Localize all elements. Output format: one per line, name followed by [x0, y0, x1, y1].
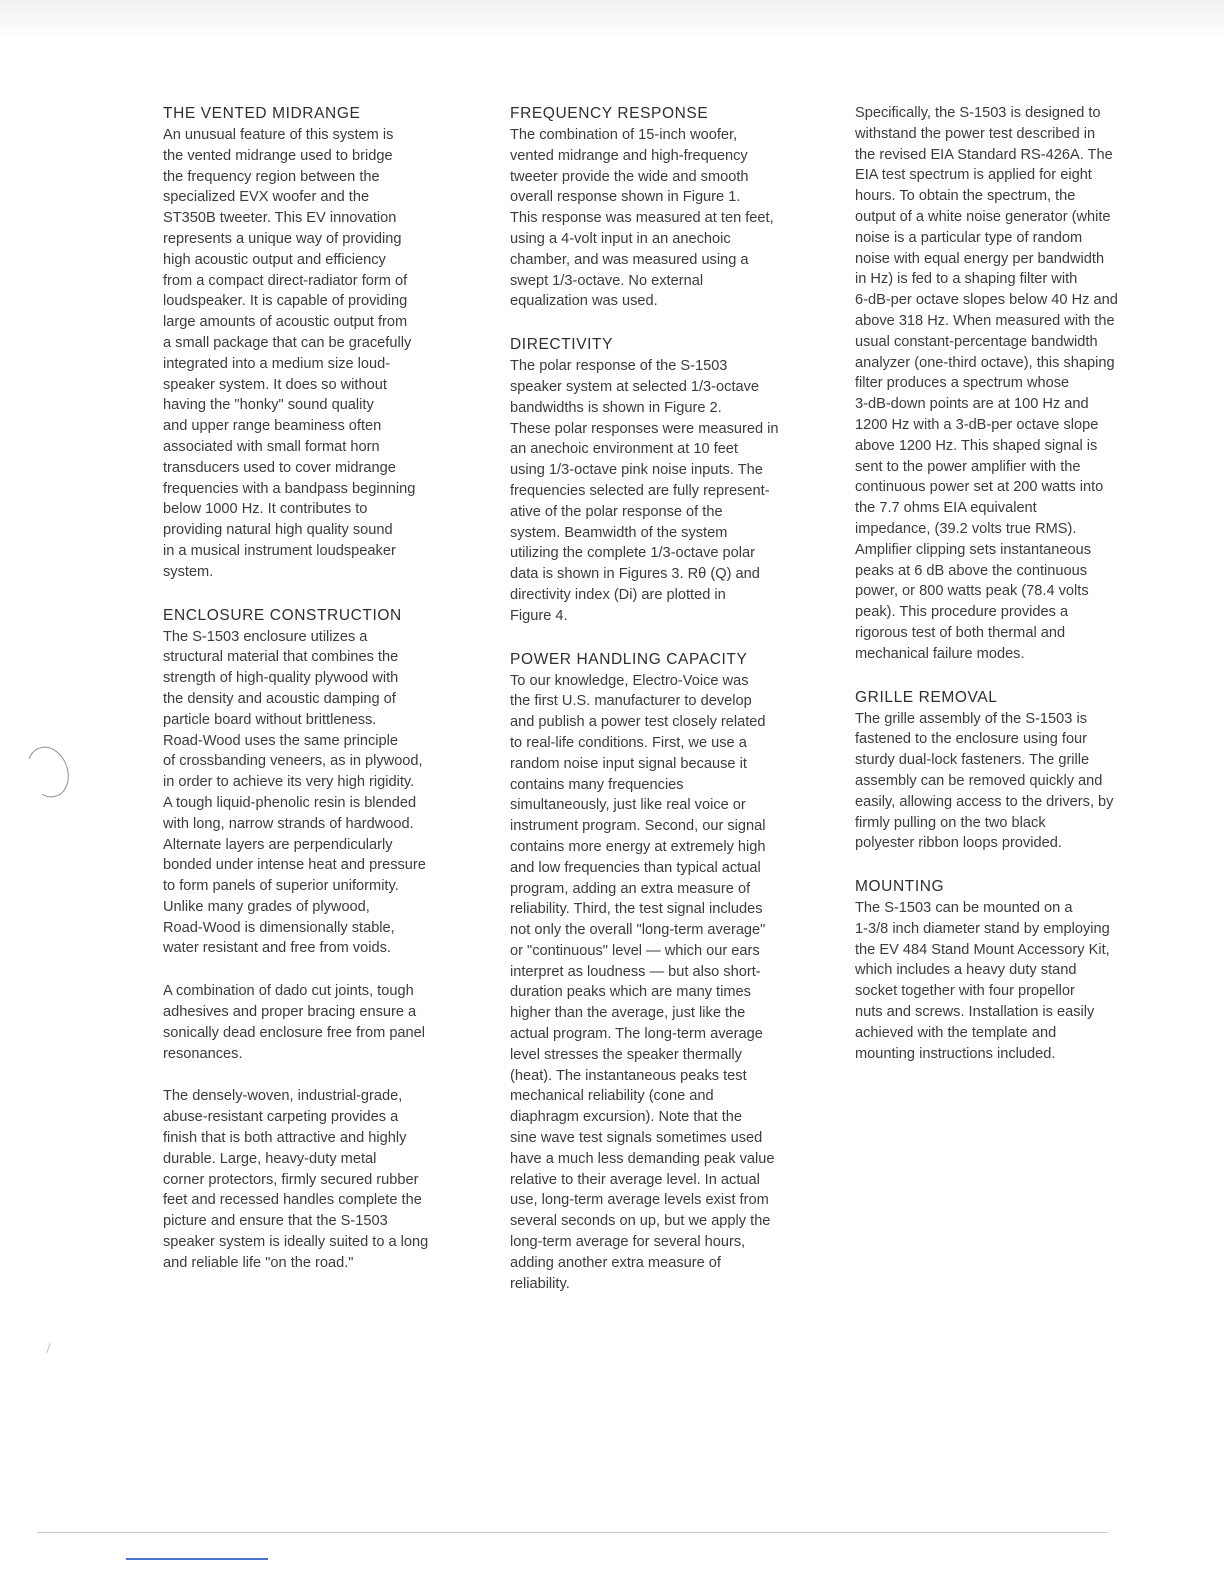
section-heading: POWER HANDLING CAPACITY [510, 650, 748, 668]
paragraph: The combination of 15-inch woofer, vented midrange and high-frequency tweeter provide the wide and smooth overall response shown in Figure 1. This response was measured at ten feet, using a 4-volt input in an anechoic chamber, and was measured using a swept 1/3-octave. No external equalization was used. [510, 127, 774, 310]
section-heading: MOUNTING [855, 878, 945, 896]
section-power-test-continued [855, 103, 1173, 665]
section-heading: THE VENTED MIDRANGE [163, 105, 361, 122]
text-column-2 [510, 103, 828, 1294]
section-directivity [510, 334, 828, 626]
paragraph: The S-1503 can be mounted on a 1-3/8 inch diameter stand by employing the EV 484 Stand Mount Accessory Kit, which includes a heavy duty stand socket together with four propellor nuts and screws. Installation is easily achieved with the template and mounting instructions included. [855, 900, 1110, 1062]
paragraph: A combination of dado cut joints, tough adhesives and proper bracing ensure a sonically dead enclosure free from panel resonances. [163, 983, 426, 1062]
paragraph: The polar response of the S-1503 speaker system at selected 1/3-octave bandwidths is shown in Figure 2. These polar responses were measured in an anechoic environment at 10 feet using 1/3-octave pink noise inputs. The frequencies selected are fully represent- ative of the polar response of the system. Beamwidth of the system utilizing the complete 1/3-octave polar data is shown in Figures 3. Rθ (Q) and directivity index (Di) are plotted in Figure 4. [510, 358, 779, 624]
paragraph: The S-1503 enclosure utilizes a structural material that combines the strength of high-quality plywood with the density and acoustic damping of particle board without brittleness. Road-Wood uses the same principle of crossbanding veneers, as in plywood, in order to achieve its very high rigidity. A tough liquid-phenolic resin is blended with long, narrow strands of hardwood. Alternate layers are perpendicularly bonded under intense heat and pressure to form panels of superior uniformity. Unlike many grades of plywood, Road-Wood is dimensionally stable, water resistant and free from voids. [163, 628, 426, 957]
punch-hole-mark [20, 741, 75, 804]
section-vented-midrange [163, 103, 481, 583]
paragraph: Specifically, the S-1503 is designed to withstand the power test described in the revised EIA Standard RS-426A. The EIA test spectrum is applied for eight hours. To obtain the spectrum, the output of a white noise generator (white noise is a particular type of random noise with equal energy per bandwidth in Hz) is fed to a shaping filter with 6-dB-per octave slopes below 40 Hz and above 318 Hz. When measured with the usual constant-percentage bandwidth analyzer (one-third octave), this shaping filter produces a spectrum whose 3-dB-down points are at 100 Hz and 1200 Hz with a 3-dB-per octave slope above 1200 Hz. This shaped signal is sent to the power amplifier with the continuous power set at 200 watts into the 7.7 ohms EIA equivalent impedance, (39.2 volts true RMS). Amplifier clipping sets instantaneous peaks at 6 dB above the continuous power, or 800 watts peak (78.4 volts peak). This procedure provides a rigorous test of both thermal and mechanical failure modes. [855, 105, 1118, 662]
section-heading: FREQUENCY RESPONSE [510, 105, 709, 122]
paragraph: The densely-woven, industrial-grade, abuse-resistant carpeting provides a finish that is both attractive and highly durable. Large, heavy-duty metal corner protectors, firmly secured rubber feet and recessed handles complete the picture and ensure that the S-1503 speaker system is ideally suited to a long and reliable life "on the road." [163, 1088, 429, 1271]
footer-blue-rule [126, 1558, 268, 1560]
section-grille-removal [855, 687, 1173, 855]
section-heading: GRILLE REMOVAL [855, 688, 998, 706]
text-column-1 [163, 103, 481, 1274]
section-mounting [855, 876, 1173, 1064]
stray-scan-mark [46, 1343, 50, 1353]
paragraph: To our knowledge, Electro-Voice was the first U.S. manufacturer to develop and publish a power test closely related to real-life conditions. First, we use a random noise input signal because it contains many frequencies simultaneously, just like real voice or instrument program. Second, our signal contains more energy at extremely high and low frequencies than typical actual program, adding an extra measure of reliability. Third, the test signal includes not only the overall "long-term average" or "continuous" level — which our ears interpret as loudness — but also short- duration peaks which are many times higher than the average, just like the actual program. The long-term average level stresses the speaker thermally (heat). The instantaneous peaks test mechanical reliability (cone and diaphragm excursion). Note that the sine wave test signals sometimes used have a much less demanding peak value relative to their average level. In actual use, long-term average levels exist from several seconds on up, but we apply the long-term average for several hours, adding another extra measure of reliability. [510, 672, 775, 1292]
section-heading: DIRECTIVITY [510, 336, 614, 354]
footer-rule [38, 1532, 1108, 1533]
section-heading: ENCLOSURE CONSTRUCTION [163, 606, 402, 624]
section-frequency-response [510, 103, 828, 312]
section-enclosure-construction [163, 605, 481, 1274]
scan-shading [0, 0, 1224, 40]
paragraph: The grille assembly of the S-1503 is fastened to the enclosure using four sturdy dual-lock fasteners. The grille assembly can be removed quickly and easily, allowing access to the drivers, by firmly pulling on the two black polyester ribbon loops provided. [855, 710, 1114, 852]
text-column-3 [855, 103, 1173, 1064]
paragraph: An unusual feature of this system is the vented midrange used to bridge the frequency region between the specialized EVX woofer and the ST350B tweeter. This EV innovation represents a unique way of providing high acoustic output and efficiency from a compact direct-radiator form of loudspeaker. It is capable of providing large amounts of acoustic output from a small package that can be gracefully integrated into a medium size loud- speaker system. It does so without having the "honky" sound quality and upper range beaminess often associated with small format horn transducers used to cover midrange frequencies with a bandpass beginning below 1000 Hz. It contributes to providing natural high quality sound in a musical instrument loudspeaker system. [163, 127, 416, 580]
section-power-handling [510, 649, 828, 1295]
